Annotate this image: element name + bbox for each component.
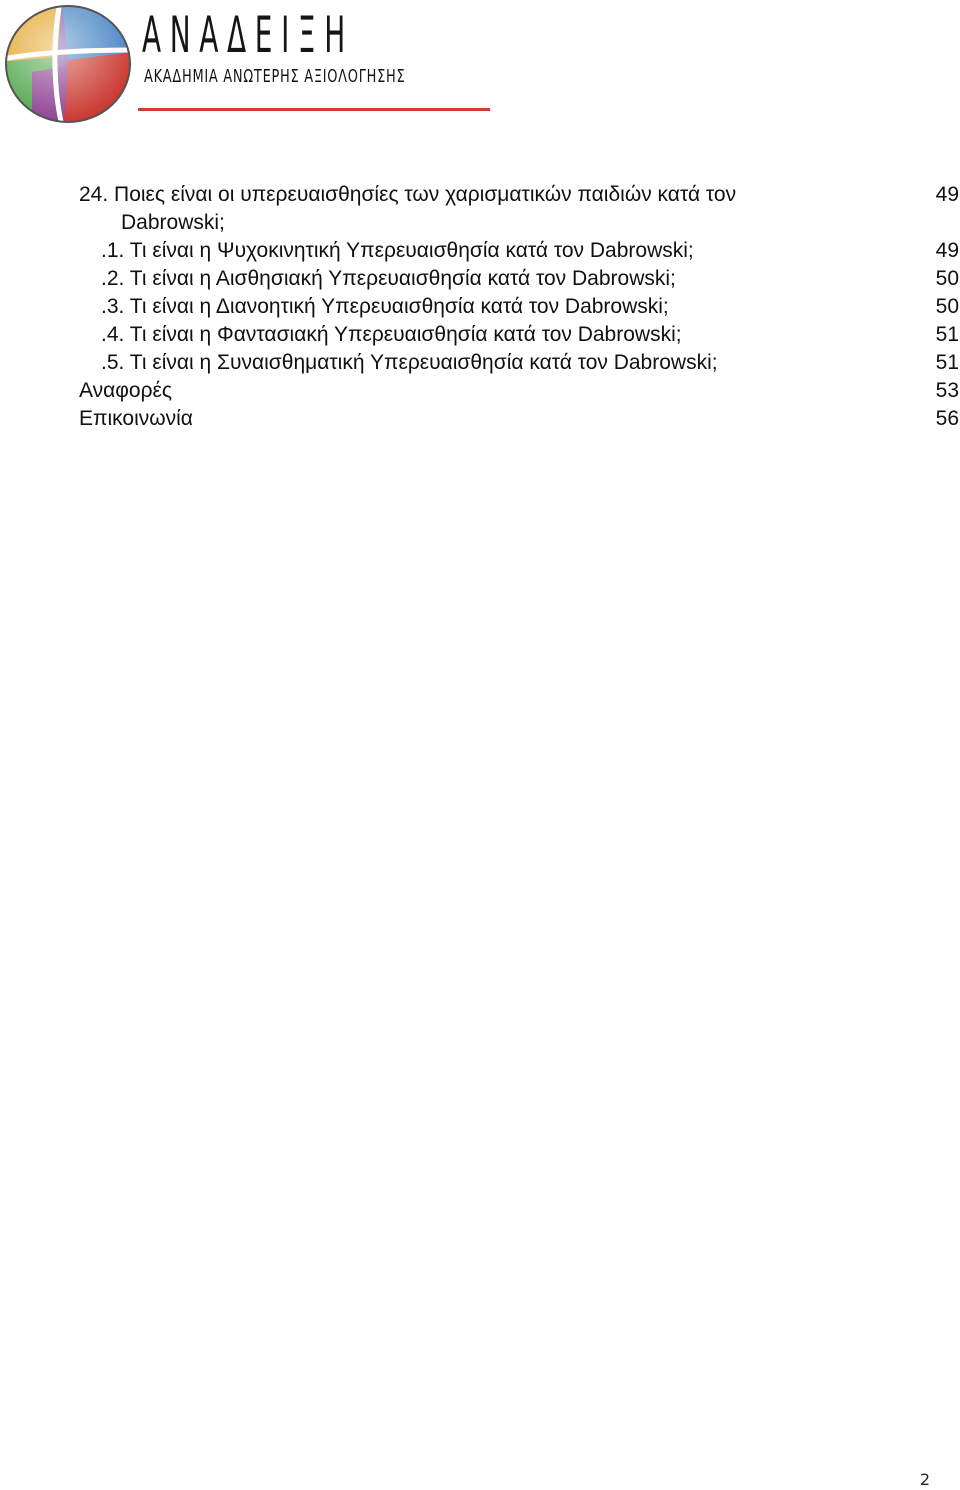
table-of-contents: [79, 181, 959, 433]
toc-entry-page: 53: [935, 379, 959, 402]
brand-title: ΑΝΑΔΕΙΞΗ: [142, 6, 354, 64]
toc-entry[interactable]: [79, 265, 959, 293]
toc-entry-title: .2. Τι είναι η Αισθησιακή Υπερευαισθησία κατά τον Dabrowski;: [101, 267, 676, 290]
toc-entry[interactable]: [79, 237, 959, 265]
toc-entry-title: .3. Τι είναι η Διανοητική Υπερευαισθησία κατά τον Dabrowski;: [101, 295, 669, 318]
toc-entry[interactable]: [79, 349, 959, 377]
globe-logo-icon: [2, 2, 134, 126]
toc-entry-title: Αναφορές: [79, 379, 172, 402]
toc-entry-title: .5. Τι είναι η Συναισθηματική Υπερευαισθησία κατά τον Dabrowski;: [101, 351, 718, 374]
toc-entry-page: 50: [935, 267, 959, 290]
toc-entry-title: .4. Τι είναι η Φαντασιακή Υπερευαισθησία κατά τον Dabrowski;: [101, 323, 682, 346]
toc-entry-page: 49: [935, 239, 959, 262]
brand-underline: [138, 108, 490, 111]
toc-entry[interactable]: [79, 405, 959, 433]
toc-entry[interactable]: [79, 377, 959, 405]
toc-entry[interactable]: [79, 181, 959, 237]
toc-entry-title-continued: Dabrowski;: [121, 211, 225, 234]
toc-entry-page: 56: [935, 407, 959, 430]
toc-entry-page: 51: [935, 351, 959, 374]
toc-entry[interactable]: [79, 293, 959, 321]
page-number: 2: [919, 1470, 930, 1489]
toc-entry-title: .1. Τι είναι η Ψυχοκινητική Υπερευαισθησία κατά τον Dabrowski;: [101, 239, 694, 262]
toc-entry-page: 51: [935, 323, 959, 346]
toc-entry-page: 50: [935, 295, 959, 318]
toc-entry-title: 24. Ποιες είναι οι υπερευαισθησίες των χαρισματικών παιδιών κατά τον: [79, 183, 737, 206]
toc-entry[interactable]: [79, 321, 959, 349]
toc-entry-page: 49: [935, 183, 959, 206]
document-header: [0, 0, 500, 130]
brand-subtitle: ΑΚΑΔΗΜΙΑ ΑΝΩΤΕΡΗΣ ΑΞΙΟΛΟΓΗΣΗΣ: [144, 66, 406, 87]
toc-entry-title: Επικοινωνία: [79, 407, 193, 430]
